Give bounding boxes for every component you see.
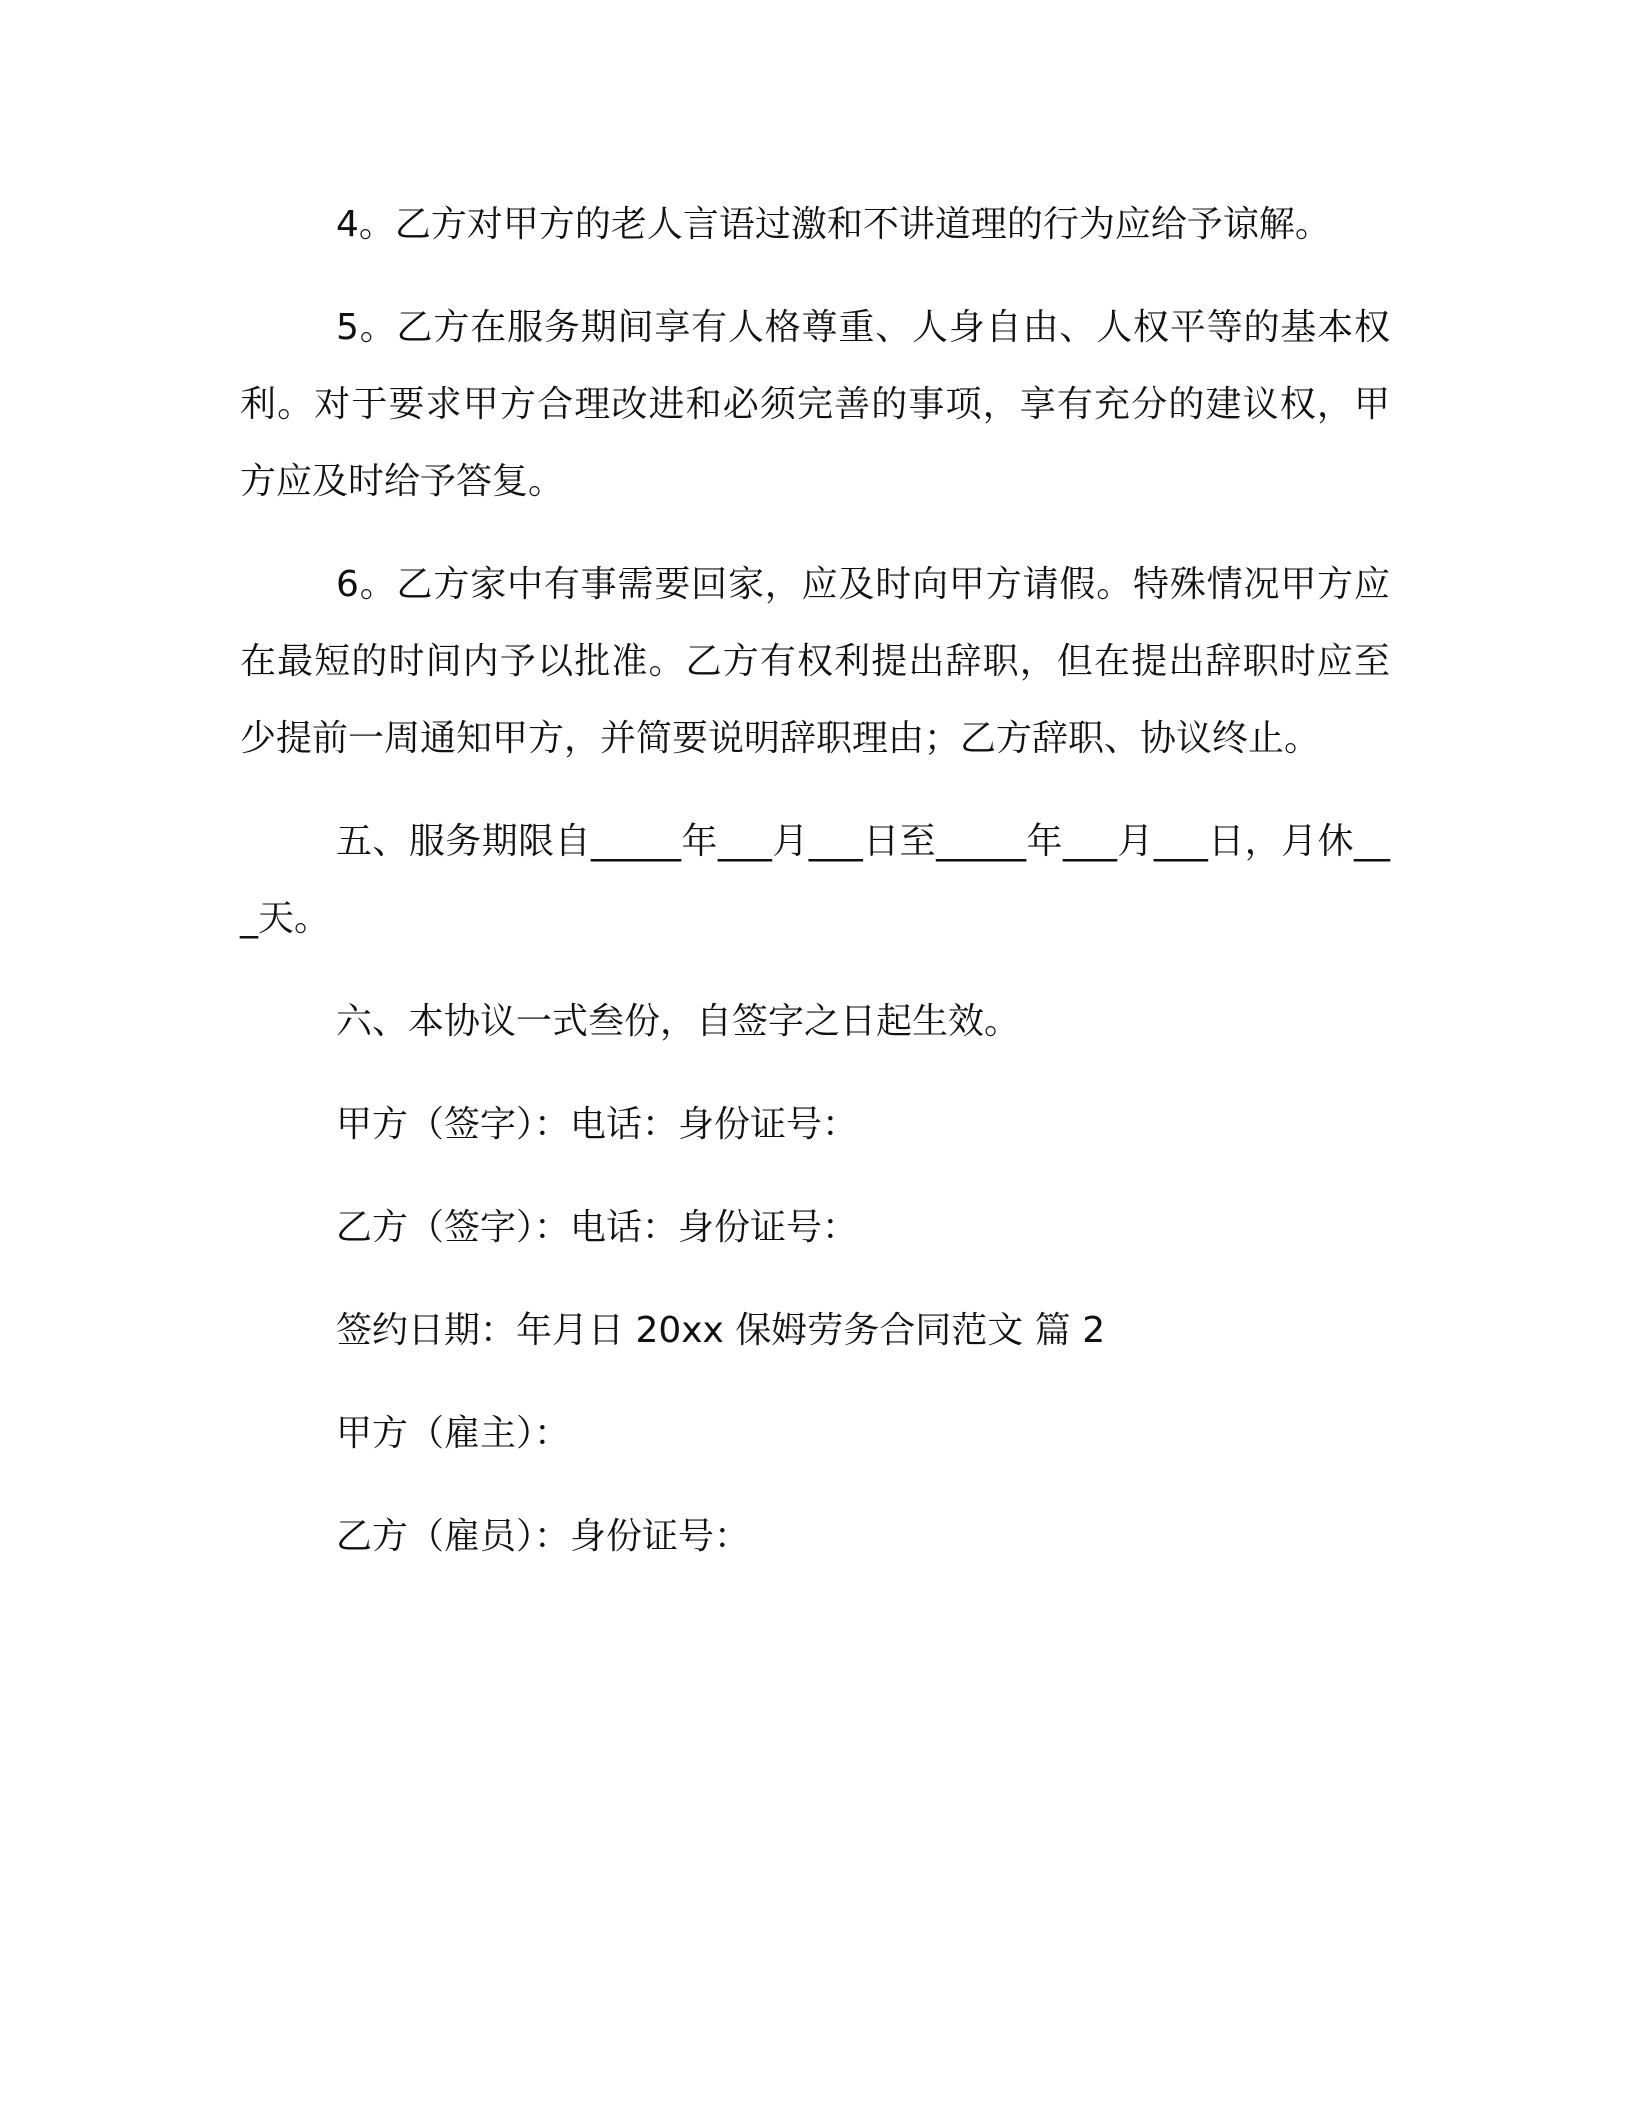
clause-6: 6。乙方家中有事需要回家，应及时向甲方请假。特殊情况甲方应在最短的时间内予以批准。乙方有权利提出辞职，但在提出辞职时应至少提前一周通知甲方，并简要说明辞职理由；乙方辞职、协议终止。: [240, 564, 1390, 759]
employer-line: 甲方（雇主）：: [336, 1413, 571, 1454]
effectiveness-clause: 六、本协议一式叁份，自签字之日起生效。: [336, 1001, 1021, 1042]
clause-5: 5。乙方在服务期间享有人格尊重、人身自由、人权平等的基本权利。对于要求甲方合理改进和必须完善的事项，享有充分的建议权，甲方应及时给予答复。: [240, 307, 1390, 502]
document-body: [240, 186, 1390, 1601]
service-term-clause: 五、服务期限自_____年___月___日至_____年___月___日，月休___天。: [240, 821, 1390, 939]
party-b-signature-line: 乙方（签字）：电话：身份证号：: [336, 1207, 859, 1248]
employee-line: 乙方（雇员）：身份证号：: [336, 1516, 751, 1557]
party-a-signature-line: 甲方（签字）：电话：身份证号：: [336, 1104, 859, 1145]
signing-date-line: 签约日期：年月日 20xx 保姆劳务合同范文 篇 2: [336, 1310, 1106, 1351]
clause-4: 4。乙方对甲方的老人言语过激和不讲道理的行为应给予谅解。: [336, 204, 1331, 245]
